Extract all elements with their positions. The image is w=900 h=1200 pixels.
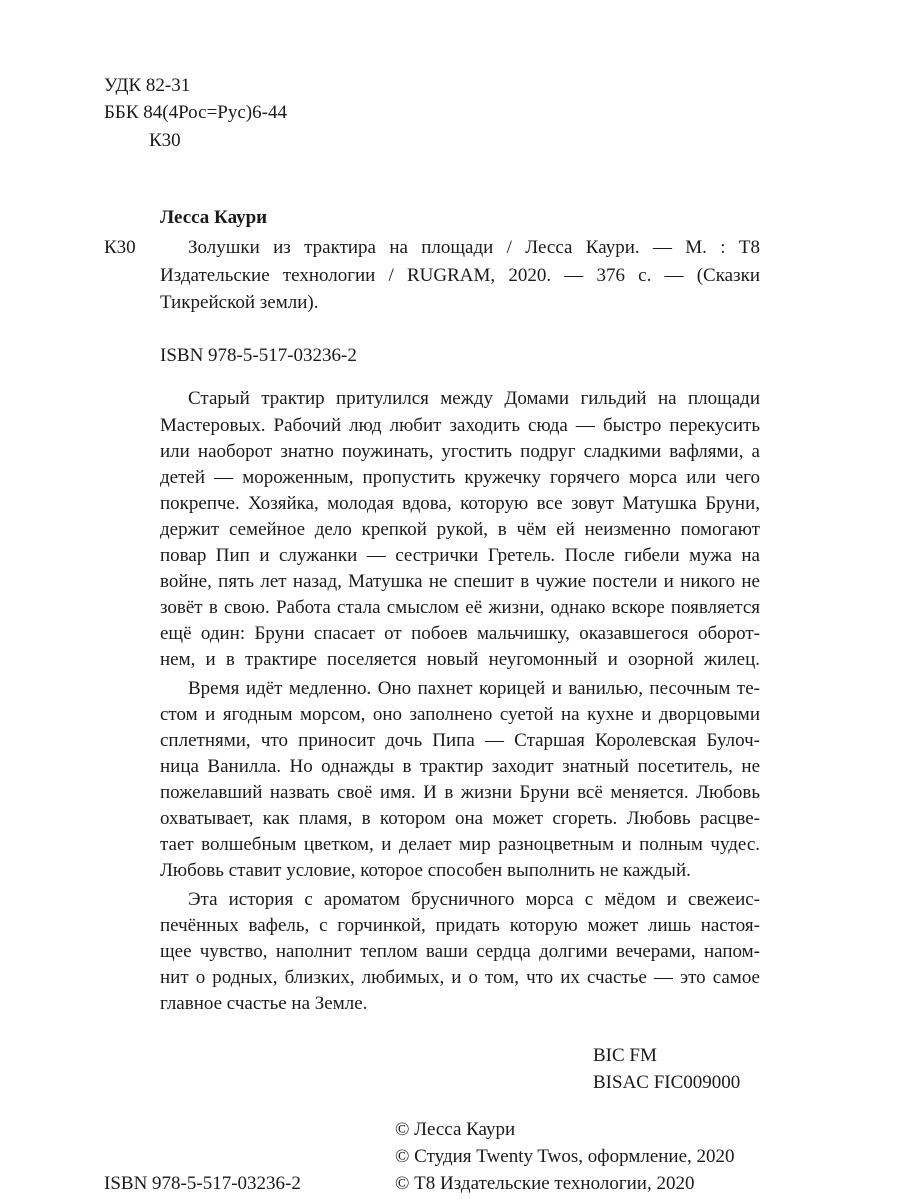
footer-isbn: ISBN 978-5-517-03236-2	[104, 1173, 301, 1194]
annotation-line: Любовь ставит условие, которое способен выполнить не каждый.	[160, 860, 691, 881]
annotation-line: Старый трактир притулился между Домами гильдий на площади	[188, 388, 760, 409]
annotation-line: покрепче. Хозяйка, молодая вдова, которую все зовут Матушка Бруни,	[160, 493, 760, 514]
annotation-line: печённых вафель, с горчинкой, придать которую может лишь настоя-	[160, 915, 760, 936]
bic-code: BIC FM	[593, 1045, 657, 1066]
annotation-line: повар Пип и служанки — сестрички Гретель. После гибели мужа на	[160, 545, 760, 566]
annotation-line: нит о родных, близких, любимых, и о том, что их счастье — это самое	[160, 967, 760, 988]
annotation-line: ница Ванилла. Но однажды в трактир заходит знатный посетитель, не	[160, 756, 760, 777]
annotation-line: пожелавший назвать своё имя. И в жизни Бруни всё меняется. Любовь	[160, 782, 760, 803]
annotation-line: ещё один: Бруни спасает от побоев мальчишку, оказавшегося оборот-	[160, 623, 760, 644]
annotation-line: охватывает, как пламя, в котором она может сгореть. Любовь расцве-	[160, 808, 760, 829]
annotation-line: щее чувство, наполнит теплом ваши сердца долгими вечерами, напом-	[160, 941, 760, 962]
catalog-mark: К30	[104, 237, 136, 258]
annotation-line: Время идёт медленно. Оно пахнет корицей и ванилью, песочным те-	[188, 678, 760, 699]
copyright-line: © Лесса Каури	[395, 1119, 516, 1140]
author-mark: К30	[149, 130, 181, 151]
annotation-line: войне, пять лет назад, Матушка не спешит в чужие постели и никого не	[160, 571, 760, 592]
annotation-line: детей — мороженным, пропустить кружечку горячего морса или чего	[160, 467, 760, 488]
annotation-line: держит семейное дело крепкой рукой, в чём ей неизменно помогают	[160, 519, 760, 540]
bisac-code: BISAC FIC009000	[593, 1072, 741, 1093]
annotation-line: Мастеровых. Рабочий люд любит заходить сюда — быстро перекусить	[160, 415, 760, 436]
copyright-line: © Т8 Издательские технологии, 2020	[395, 1173, 695, 1194]
annotation-line: Эта история с ароматом брусничного морса с мёдом и свежеис-	[188, 889, 760, 910]
annotation-line: или наоборот знатно поужинать, угостить подруг сладкими вафлями, а	[160, 441, 760, 462]
annotation-line: тает волшебным цветком, и делает мир разноцветным и полным чудес.	[160, 834, 760, 855]
copyright-line: © Студия Twenty Twos, оформление, 2020	[395, 1146, 735, 1167]
bbk-code: ББК 84(4Рос=Рус)6-44	[104, 102, 287, 123]
catalog-description-line: Издательские технологии / RUGRAM, 2020. — 376 с. — (Сказки	[160, 265, 760, 286]
annotation-line: нем, и в трактире поселяется новый неугомонный и озорной жилец.	[160, 649, 760, 670]
catalog-description-line: Тикрейской земли).	[160, 292, 319, 313]
catalog-description-line: Золушки из трактира на площади / Лесса Каури. — М. : Т8	[188, 237, 760, 258]
annotation-line: сплетнями, что приносит дочь Пипа — Старшая Королевская Булоч-	[160, 730, 760, 751]
annotation-line: стом и ягодным морсом, оно заполнено суетой на кухне и дворцовыми	[160, 704, 760, 725]
annotation-line: главное счастье на Земле.	[160, 993, 368, 1014]
catalog-author: Лесса Каури	[160, 207, 268, 228]
catalog-isbn: ISBN 978-5-517-03236-2	[160, 345, 357, 366]
annotation-line: зовёт в свою. Работа стала смыслом её жизни, однако вскоре появляется	[160, 597, 760, 618]
udk-code: УДК 82-31	[104, 75, 191, 96]
